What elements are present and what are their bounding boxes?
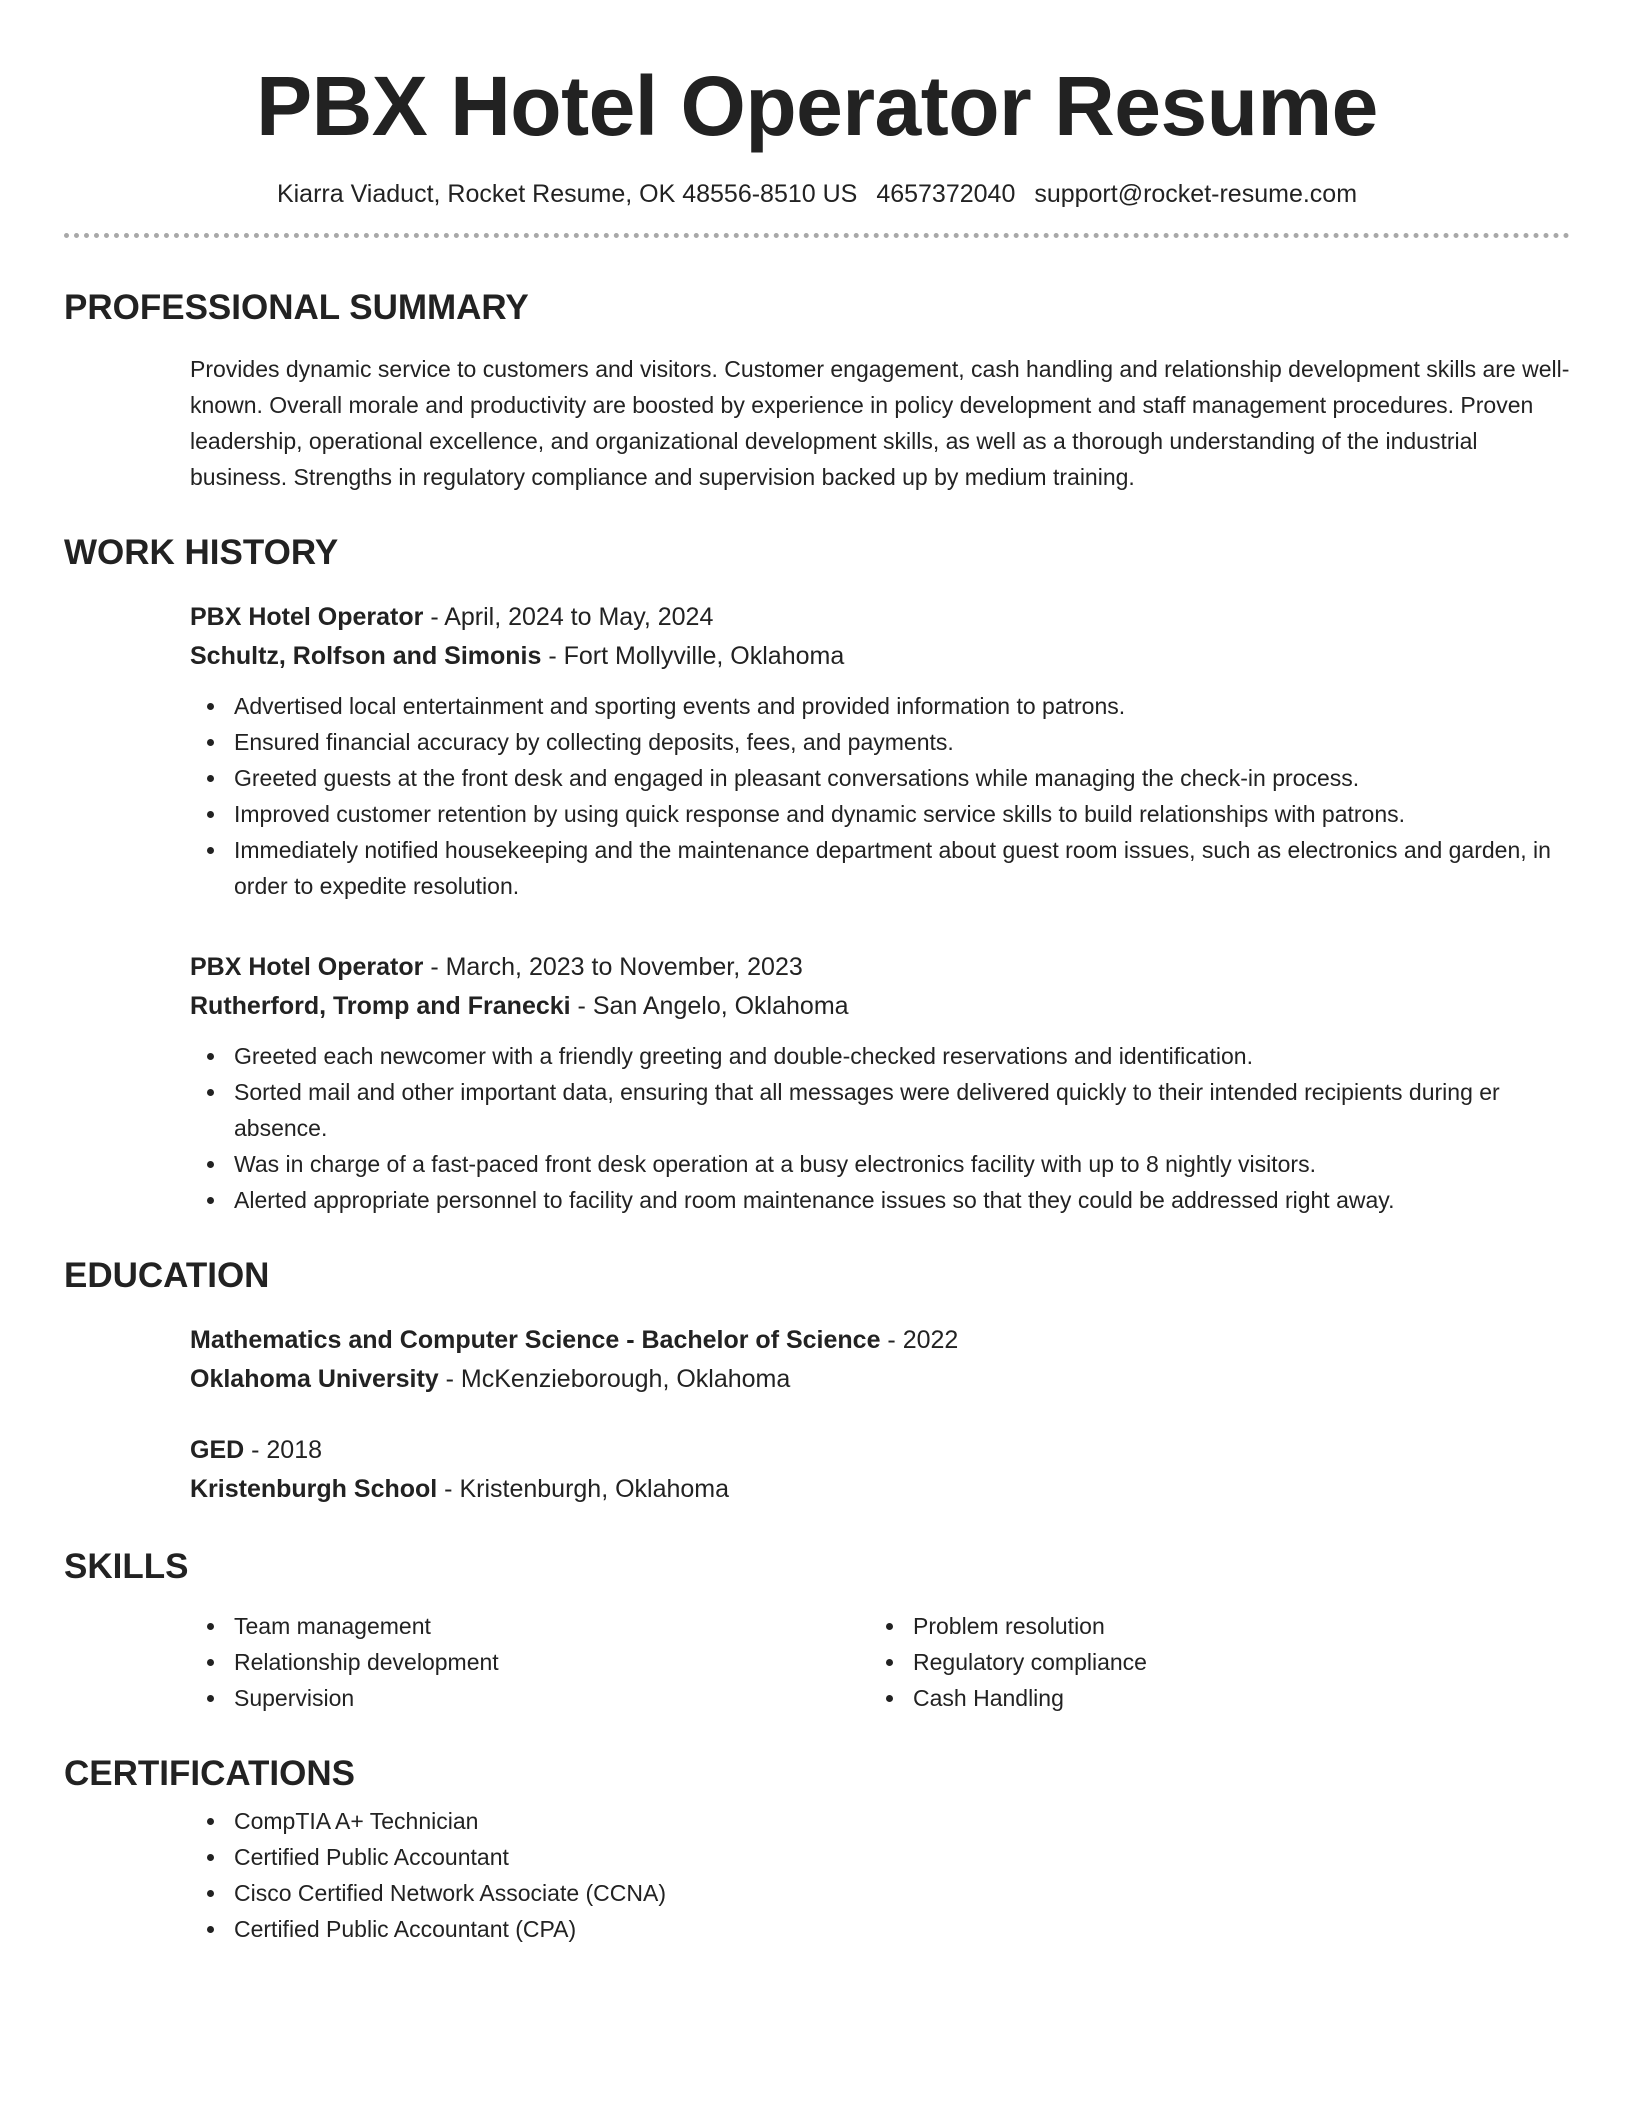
list-item: Was in charge of a fast-paced front desk operation at a busy electronics facility with up to 8 nightly visitors. <box>190 1146 1570 1182</box>
list-item: Greeted guests at the front desk and engaged in pleasant conversations while managing the check-in process. <box>190 760 1570 796</box>
contact-email: support@rocket-resume.com <box>1034 180 1358 208</box>
work-history-heading: WORK HISTORY <box>64 533 339 572</box>
job-company: Schultz, Rolfson and Simonis <box>190 642 542 670</box>
job-entry <box>190 948 1570 1218</box>
list-item: Certified Public Accountant <box>190 1839 1570 1875</box>
degree: GED <box>190 1436 245 1464</box>
certifications-list <box>190 1803 1570 1947</box>
work-history-section <box>64 598 1570 1218</box>
contact-info <box>64 182 1570 207</box>
skills-right-list <box>869 1608 1570 1716</box>
job-company: Rutherford, Tromp and Franecki <box>190 992 571 1020</box>
list-item: Improved customer retention by using quick response and dynamic service skills to build relationships with patrons. <box>190 796 1570 832</box>
summary-heading: PROFESSIONAL SUMMARY <box>64 288 529 327</box>
education-section <box>64 1321 1570 1509</box>
list-item: Team management <box>190 1608 869 1644</box>
skills-section <box>64 1608 1570 1716</box>
job-title: PBX Hotel Operator <box>190 953 424 981</box>
education-entry <box>190 1431 1570 1509</box>
contact-address: Kiarra Viaduct, Rocket Resume, OK 48556-8510 US <box>276 180 858 208</box>
job-company-line <box>190 987 1570 1026</box>
school-line <box>190 1360 1570 1399</box>
list-item: Certified Public Accountant (CPA) <box>190 1911 1570 1947</box>
job-dates: - April, 2024 to May, 2024 <box>423 603 714 631</box>
job-bullets <box>190 1038 1570 1218</box>
list-item: Immediately notified housekeeping and the maintenance department about guest room issues, such as electronics and garden, in order to expedite resolution. <box>190 832 1570 904</box>
list-item: Relationship development <box>190 1644 869 1680</box>
job-entry <box>190 598 1570 904</box>
job-location: - Fort Mollyville, Oklahoma <box>541 642 845 670</box>
list-item: Advertised local entertainment and sporting events and provided information to patrons. <box>190 688 1570 724</box>
education-entry <box>190 1321 1570 1399</box>
skills-left-list <box>190 1608 869 1716</box>
list-item: Sorted mail and other important data, ensuring that all messages were delivered quickly to their intended recipients during er absence. <box>190 1074 1570 1146</box>
degree-year: - 2018 <box>244 1436 323 1464</box>
list-item: Cash Handling <box>869 1680 1570 1716</box>
job-dates: - March, 2023 to November, 2023 <box>423 953 803 981</box>
list-item: Alerted appropriate personnel to facility and room maintenance issues so that they could be addressed right away. <box>190 1182 1570 1218</box>
list-item: CompTIA A+ Technician <box>190 1803 1570 1839</box>
list-item: Problem resolution <box>869 1608 1570 1644</box>
list-item: Supervision <box>190 1680 869 1716</box>
degree-year: - 2022 <box>880 1326 959 1354</box>
contact-phone: 4657372040 <box>876 180 1016 208</box>
skills-heading: SKILLS <box>64 1547 189 1586</box>
certifications-heading: CERTIFICATIONS <box>64 1754 356 1793</box>
school: Kristenburgh School <box>190 1475 438 1503</box>
summary-text: Provides dynamic service to customers and visitors. Customer engagement, cash handling and relationship development skills are well-known. Overall morale and productivity are boosted by experience in policy development and staff management procedures. Proven leadership, operational excellence, and organizational development skills, as well as a thorough understanding of the industrial business. Strengths in regulatory compliance and supervision backed up by medium training. <box>190 356 1570 490</box>
list-item: Ensured financial accuracy by collecting deposits, fees, and payments. <box>190 724 1570 760</box>
job-location: - San Angelo, Oklahoma <box>570 992 849 1020</box>
school-line <box>190 1470 1570 1509</box>
degree-line <box>190 1431 1570 1470</box>
school-location: - McKenzieborough, Oklahoma <box>438 1365 791 1393</box>
degree-line <box>190 1321 1570 1360</box>
page-title: PBX Hotel Operator Resume <box>256 59 1378 153</box>
job-title-line <box>190 598 1570 637</box>
job-company-line <box>190 637 1570 676</box>
list-item: Regulatory compliance <box>869 1644 1570 1680</box>
summary-section <box>64 351 1570 495</box>
header-divider <box>64 233 1570 238</box>
school-location: - Kristenburgh, Oklahoma <box>437 1475 730 1503</box>
certifications-section <box>64 1803 1570 1947</box>
list-item: Cisco Certified Network Associate (CCNA) <box>190 1875 1570 1911</box>
skills-grid <box>190 1608 1570 1716</box>
list-item: Greeted each newcomer with a friendly greeting and double-checked reservations and identification. <box>190 1038 1570 1074</box>
job-title: PBX Hotel Operator <box>190 603 424 631</box>
job-bullets <box>190 688 1570 904</box>
job-title-line <box>190 948 1570 987</box>
degree: Mathematics and Computer Science - Bachelor of Science <box>190 1326 881 1354</box>
education-heading: EDUCATION <box>64 1256 270 1295</box>
school: Oklahoma University <box>190 1365 439 1393</box>
